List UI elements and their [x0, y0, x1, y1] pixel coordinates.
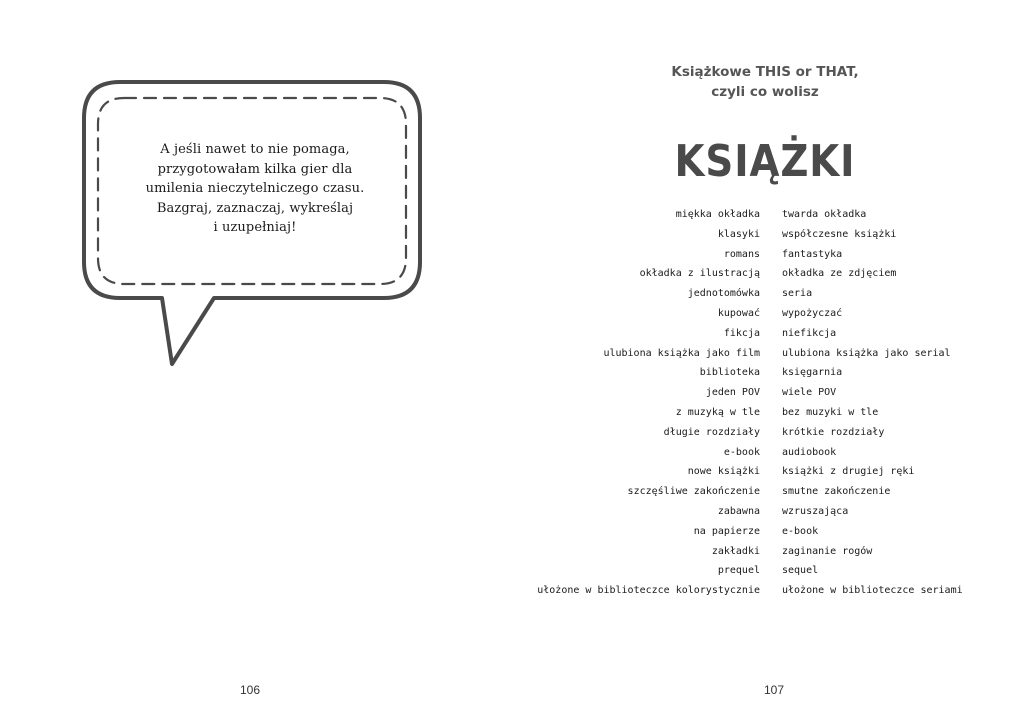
pair-right-option: sequel — [782, 565, 819, 577]
pair-right-option: okładka ze zdjęciem — [782, 268, 897, 280]
pair-row — [560, 227, 960, 247]
bubble-line: umilenia nieczytelniczego czasu. — [145, 181, 365, 196]
pair-right-option: zaginanie rogów — [782, 545, 873, 557]
pair-row — [560, 524, 960, 544]
pair-left-option: szczęśliwe zakończenie — [627, 486, 760, 498]
pair-row — [560, 445, 960, 465]
bubble-line: i uzupełniaj! — [213, 220, 297, 235]
subtitle-line-2: czyli co wolisz — [711, 84, 819, 100]
pair-right-option: fantastyka — [782, 248, 843, 260]
pair-left-option: e-book — [723, 446, 760, 458]
subtitle-line-1: Książkowe THIS or THAT, — [671, 64, 859, 80]
this-or-that-list — [537, 207, 963, 603]
bubble-line: Bazgraj, zaznaczaj, wykreślaj — [156, 200, 354, 216]
pair-left-option: nowe książki — [687, 466, 760, 478]
pair-left-option: prequel — [717, 565, 760, 577]
pair-right-option: smutne zakończenie — [782, 486, 891, 498]
page-number-left: 106 — [240, 683, 261, 697]
speech-bubble-text — [110, 140, 400, 238]
pair-row — [537, 583, 963, 603]
pair-row — [560, 207, 960, 227]
pair-right-option: księgarnia — [782, 367, 843, 379]
pair-right-option: bez muzyki w tle — [782, 406, 879, 418]
pair-left-option: biblioteka — [699, 367, 760, 379]
pair-right-option: wiele POV — [782, 387, 837, 399]
pair-left-option: zakładki — [711, 545, 760, 557]
pair-left-option: ulubiona książka jako film — [603, 347, 760, 359]
pair-row — [560, 484, 960, 504]
pair-row — [560, 425, 960, 445]
pair-left-option: romans — [723, 248, 760, 260]
pair-left-option: ułożone w biblioteczce kolorystycznie — [537, 585, 760, 597]
pair-left-option: zabawna — [717, 505, 760, 517]
pair-left-option: fikcja — [723, 327, 760, 339]
pair-row — [560, 563, 960, 583]
pair-left-option: jednotomówka — [687, 288, 760, 300]
pair-right-option: audiobook — [782, 446, 837, 458]
pair-row — [560, 326, 960, 346]
pair-right-option: twarda okładka — [782, 209, 867, 220]
pair-right-option: ułożone w biblioteczce seriami — [782, 585, 963, 597]
pair-right-option: wzruszająca — [782, 505, 849, 517]
pair-row — [560, 247, 960, 267]
pair-left-option: jeden POV — [705, 387, 760, 399]
pair-row — [560, 464, 960, 484]
pair-right-option: ulubiona książka jako serial — [782, 347, 951, 359]
pair-row — [560, 544, 960, 564]
bubble-line: przygotowałam kilka gier dla — [157, 161, 353, 177]
pair-right-option: książki z drugiej ręki — [782, 466, 915, 478]
pair-row — [560, 306, 960, 326]
pair-left-option: na papierze — [693, 525, 760, 537]
pair-left-option: okładka z ilustracją — [639, 268, 760, 280]
pair-right-option: wypożyczać — [782, 307, 843, 319]
pair-right-option: krótkie rozdziały — [782, 426, 885, 438]
pair-row — [560, 286, 960, 306]
pair-right-option: współczesne książki — [782, 228, 897, 240]
pair-row — [560, 365, 960, 385]
pair-row — [560, 405, 960, 425]
pair-right-option: niefikcja — [782, 327, 837, 339]
pair-left-option: kupować — [717, 307, 760, 319]
pair-right-option: e-book — [782, 525, 819, 537]
pair-row — [560, 266, 960, 286]
pair-left-option: z muzyką w tle — [675, 406, 760, 418]
page-number-right: 107 — [764, 683, 785, 697]
pair-right-option: seria — [782, 288, 813, 300]
pair-left-option: klasyki — [717, 228, 760, 240]
pair-row — [560, 504, 960, 524]
pair-left-option: miękka okładka — [675, 209, 760, 220]
bubble-line: A jeśli nawet to nie pomaga, — [160, 142, 350, 157]
pair-row — [560, 346, 960, 366]
page-title: KSIĄŻKI — [674, 136, 856, 187]
pair-left-option: długie rozdziały — [663, 426, 760, 438]
pair-row — [560, 385, 960, 405]
page-subtitle — [600, 62, 930, 102]
